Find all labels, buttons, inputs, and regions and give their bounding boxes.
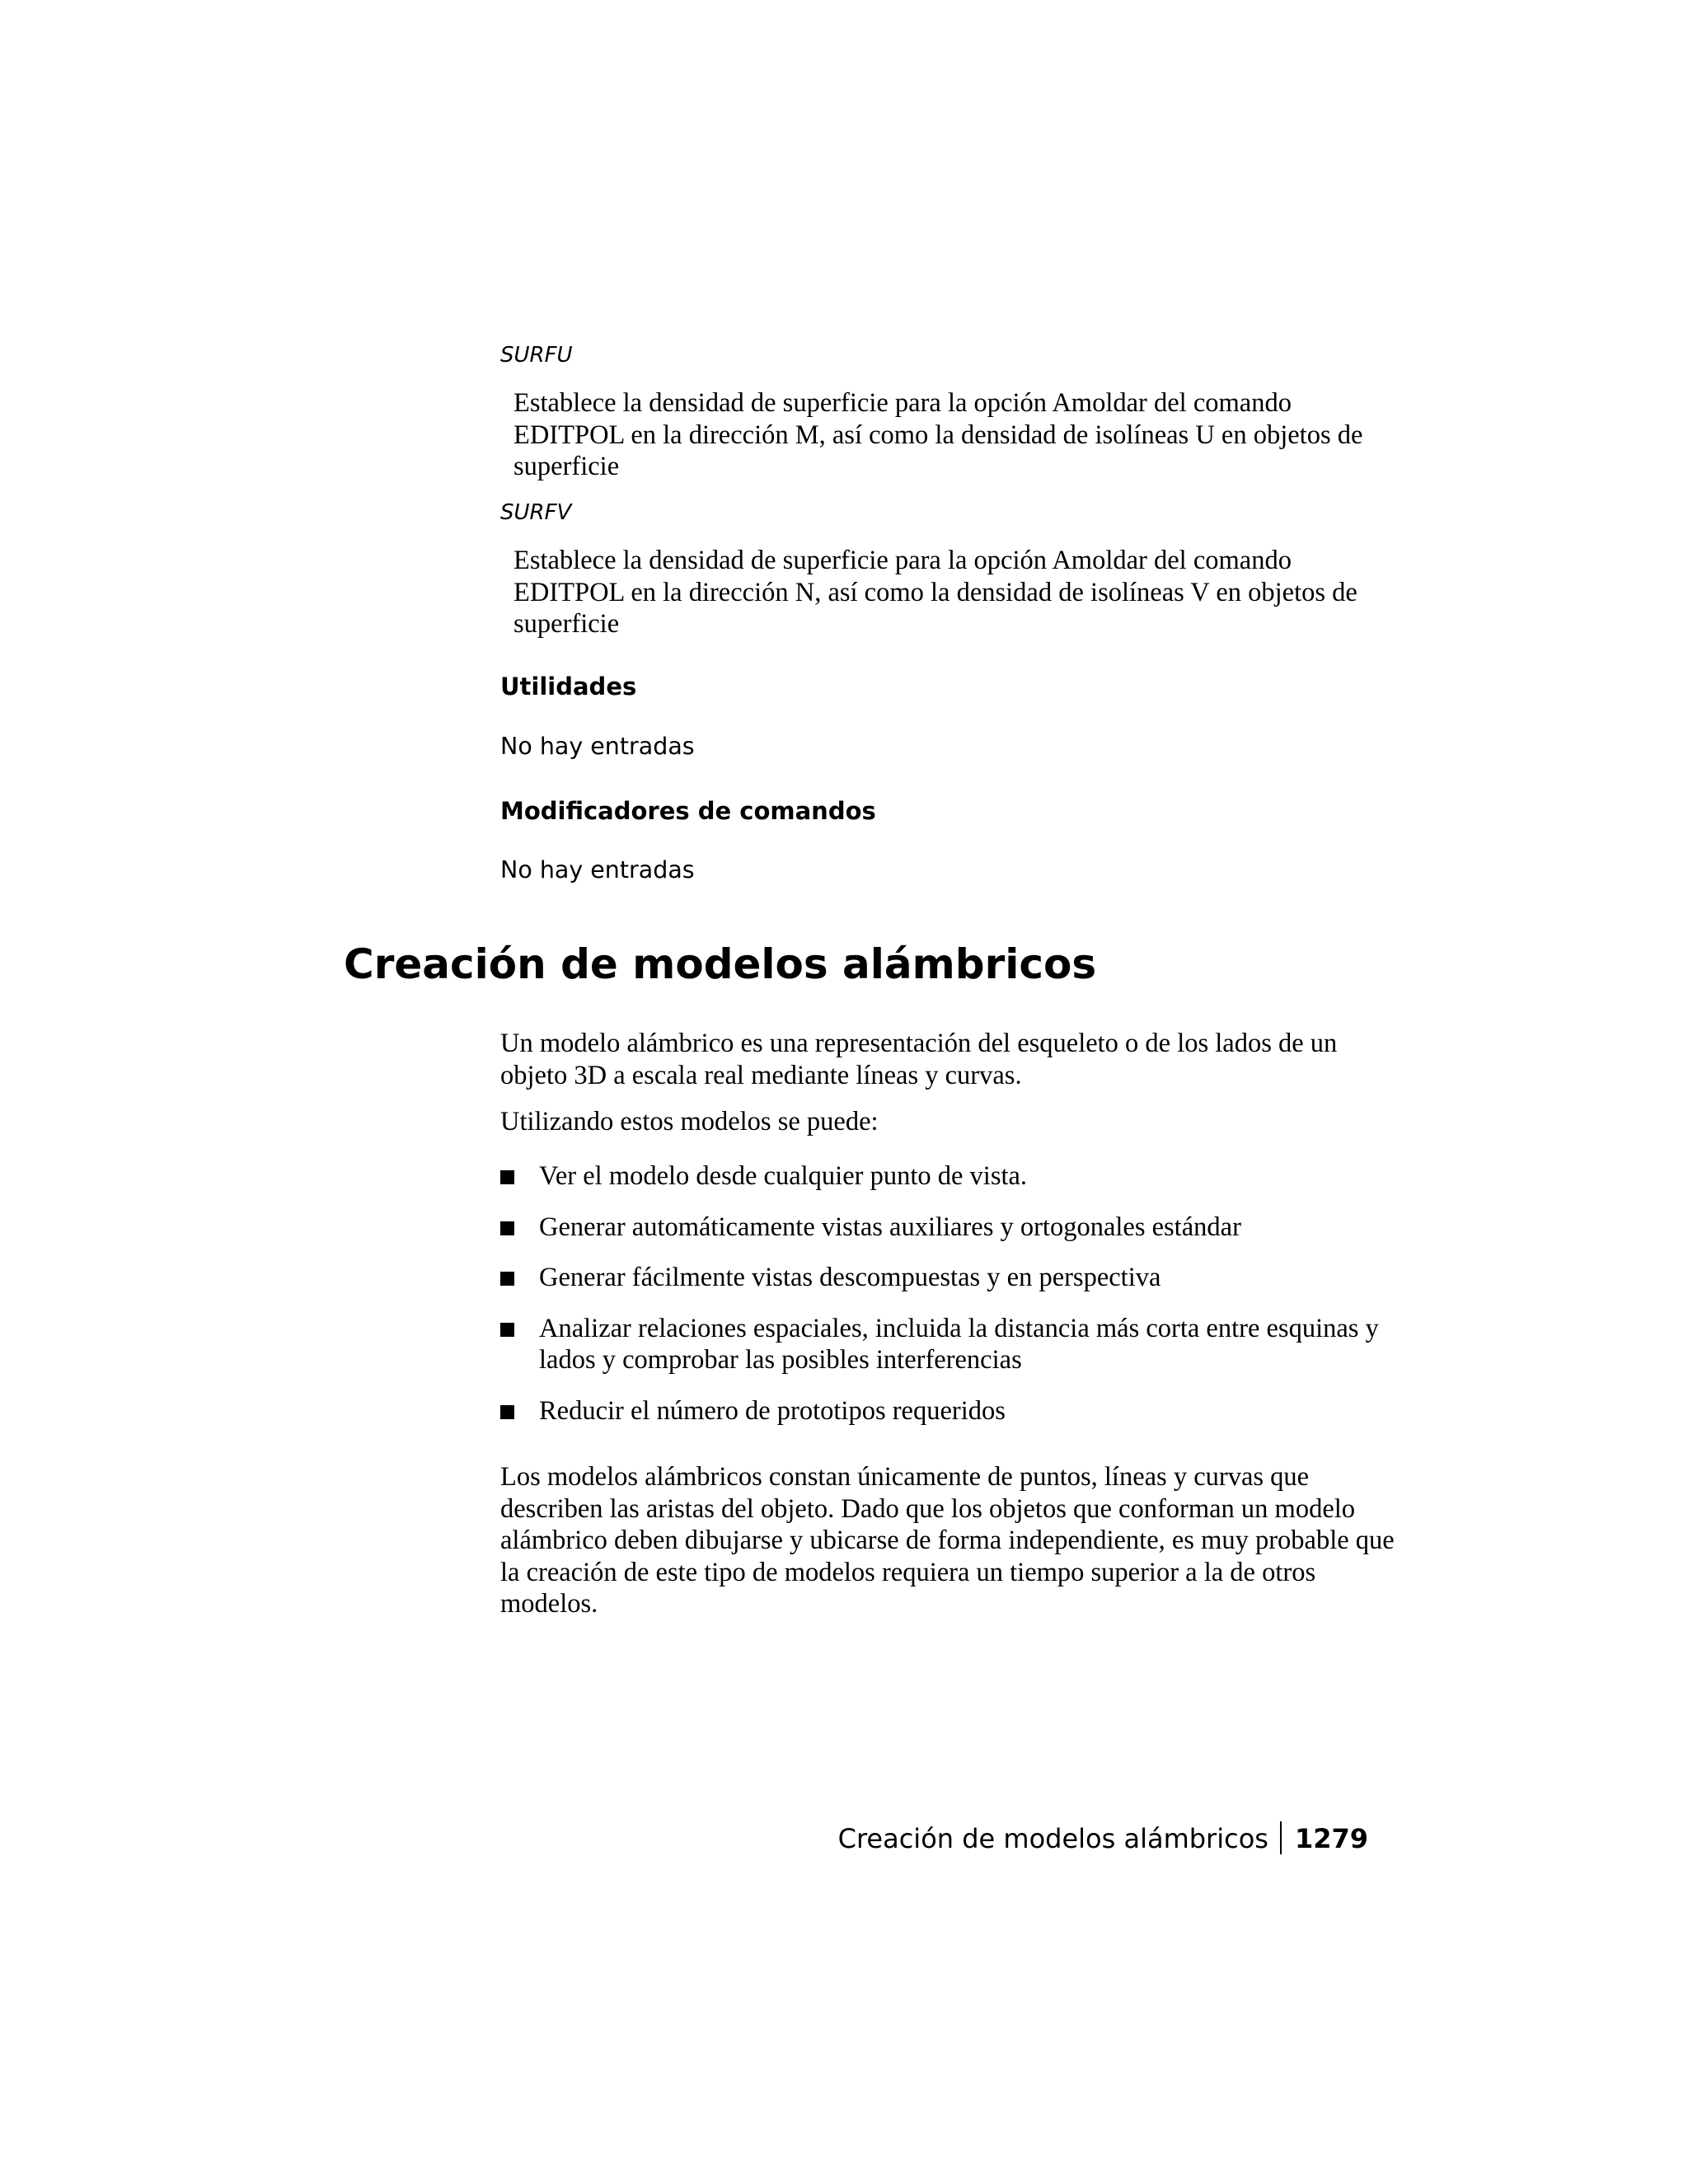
- list-item: [500, 1212, 1390, 1244]
- list-item-text: Analizar relaciones espaciales, incluida la distancia más corta entre esquinas y lados y comprobar las posibles interferencias: [539, 1313, 1379, 1375]
- page-footer: [838, 1821, 1368, 1855]
- modifiers-text: No hay entradas: [500, 856, 695, 883]
- variable-description-surfv: Establece la densidad de superficie para la opción Amoldar del comando EDITPOL en la dirección N, así como la densidad de isolíneas V en objetos de superficie: [513, 546, 1357, 639]
- square-bullet-icon: [500, 1221, 514, 1235]
- square-bullet-icon: [500, 1323, 514, 1337]
- list-item: [500, 1395, 1390, 1427]
- section-intro: Un modelo alámbrico es una representación del esqueleto o de los lados de un objeto 3D a escala real mediante líneas y curvas.: [500, 1029, 1338, 1090]
- list-item-text: Reducir el número de prototipos requeridos: [539, 1395, 1006, 1426]
- square-bullet-icon: [500, 1405, 514, 1419]
- list-item-text: Generar fácilmente vistas descompuestas y en perspectiva: [539, 1263, 1161, 1292]
- list-item-text: Generar automáticamente vistas auxiliares y ortogonales estándar: [539, 1212, 1241, 1242]
- capabilities-list: [500, 1160, 1390, 1446]
- variable-name-surfu: SURFU: [500, 343, 573, 368]
- utilities-heading: Utilidades: [500, 673, 637, 701]
- section-heading: Creación de modelos alámbricos: [344, 940, 1097, 988]
- footer-divider: [1280, 1821, 1282, 1854]
- section-lead: Utilizando estos modelos se puede:: [500, 1107, 879, 1137]
- footer-running-title: Creación de modelos alámbricos: [837, 1823, 1268, 1854]
- square-bullet-icon: [500, 1170, 514, 1184]
- list-item: [500, 1160, 1390, 1193]
- list-item: [500, 1313, 1390, 1376]
- modifiers-heading: Modificadores de comandos: [500, 797, 876, 825]
- square-bullet-icon: [500, 1272, 514, 1286]
- list-item-text: Ver el modelo desde cualquier punto de vista.: [539, 1161, 1028, 1191]
- variable-name-surfv: SURFV: [500, 500, 572, 525]
- section-closing: Los modelos alámbricos constan únicamente de puntos, líneas y curvas que describen las aristas del objeto. Dado que los objetos que conforman un modelo alámbrico deben dibujarse y ubicarse de forma independiente, es muy probable que la creación de este tipo de modelos requiera un tiempo superior a la de otros modelos.: [500, 1462, 1395, 1619]
- utilities-text: No hay entradas: [500, 733, 695, 760]
- variable-description-surfu: Establece la densidad de superficie para la opción Amoldar del comando EDITPOL en la dirección M, así como la densidad de isolíneas U en objetos de superficie: [513, 388, 1363, 481]
- page-number: 1279: [1294, 1823, 1368, 1854]
- list-item: [500, 1262, 1390, 1294]
